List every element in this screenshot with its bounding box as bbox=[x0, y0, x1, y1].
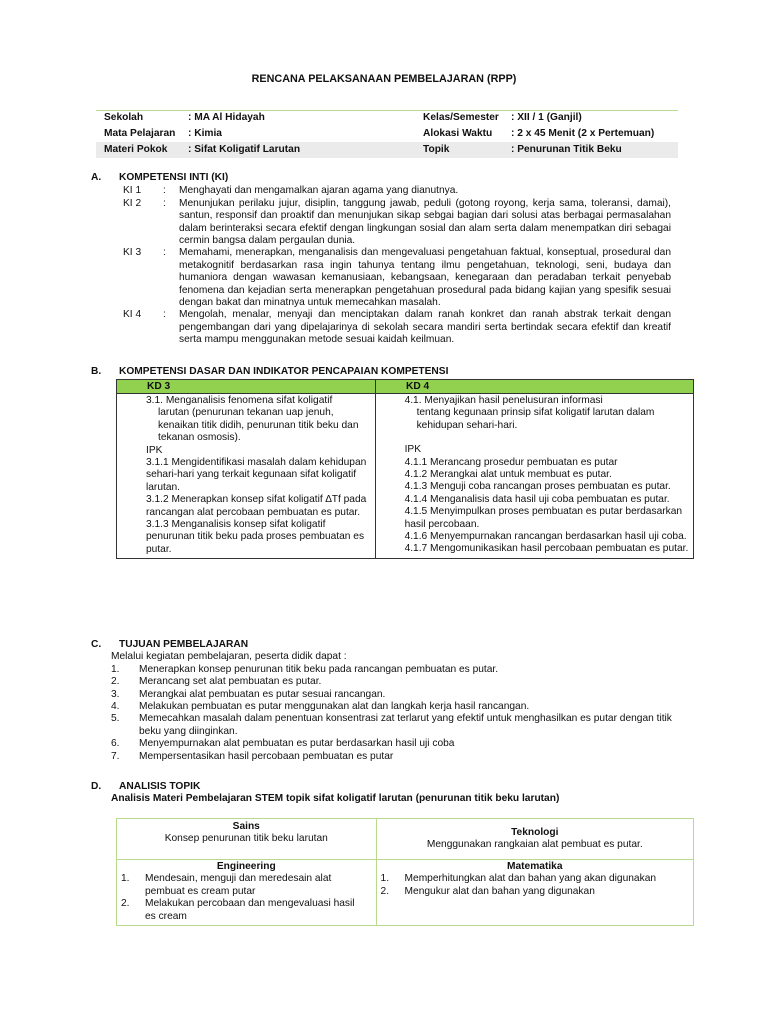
ki-number: KI 3 bbox=[123, 247, 142, 259]
objective-number: 7. bbox=[111, 750, 120, 762]
kd4-header: KD 4 bbox=[406, 381, 430, 392]
ki-number: KI 2 bbox=[123, 197, 142, 209]
identity-value: : MA Al Hidayah bbox=[188, 112, 265, 124]
objective-item bbox=[111, 751, 691, 763]
list-text: Mengukur alat dan bahan yang digunakan bbox=[404, 885, 595, 897]
stem-cell-title: Teknologi bbox=[511, 827, 559, 838]
identity-value: : 2 x 45 Menit (2 x Pertemuan) bbox=[511, 127, 655, 139]
objective-number: 3. bbox=[111, 688, 120, 700]
section-subheading: Analisis Materi Pembelajaran STEM topik sifat koligatif larutan (penurunan titik beku larutan) bbox=[111, 793, 560, 805]
kd4-indicator: 4.1.1 Merancang prosedur pembuatan es putar bbox=[404, 456, 618, 468]
identity-label: Topik bbox=[423, 143, 450, 155]
section-b-heading bbox=[91, 366, 448, 378]
identity-value: : Sifat Koligatif Larutan bbox=[188, 143, 301, 155]
kd4-main: 4.1. Menyajikan hasil penelusuran informasi bbox=[404, 395, 603, 406]
identity-label: Sekolah bbox=[104, 112, 144, 124]
kd4-main-cont: tentang kegunaan prinsip sifat koligatif larutan dalam kehidupan sehari-hari. bbox=[416, 407, 655, 431]
stem-cell-title: Sains bbox=[232, 821, 260, 832]
kd4-indicator: 4.1.2 Merangkai alat untuk membuat es putar. bbox=[404, 469, 612, 481]
list-item bbox=[117, 873, 376, 898]
section-title: ANALISIS TOPIK bbox=[119, 781, 201, 792]
identity-label: Materi Pokok bbox=[104, 143, 168, 155]
kd3-indicator: 3.1.2 Menerapkan konsep sifat koligatif ∆Tf pada rancangan alat percobaan pembuatan es putar. bbox=[146, 494, 367, 518]
identity-row bbox=[96, 110, 678, 126]
section-d bbox=[91, 781, 691, 806]
ki-text: Menghayati dan mengamalkan ajaran agama yang dianutnya. bbox=[179, 185, 459, 197]
objective-number: 2. bbox=[111, 676, 120, 688]
section-letter: D. bbox=[91, 781, 102, 792]
kd3-ipk-label: IPK bbox=[146, 444, 163, 456]
objective-number: 6. bbox=[111, 738, 120, 750]
identity-row bbox=[96, 126, 678, 142]
ki-text: Memahami, menerapkan, menganalisis dan mengevaluasi pengetahuan faktual, konseptual, prosedural dan metakognitif berdasarkan rasa ingin tahunya tentang ilmu pengetahuan, teknologi, seni, budaya dan humaniora dengan wawasan kemanusiaan, kebangsaan, kenegaraan dan peradaban terkait penyebab fenomena dan kejadian serta menerapkan pengetahuan prosedural pada bidang kajian yang spesifik sesuai dengan bakat dan minatnya untuk memecahkan masalah. bbox=[179, 247, 671, 309]
stem-cell-engineering bbox=[117, 860, 376, 925]
objective-text: Melakukan pembuatan es putar menggunakan alat dan langkah kerja hasil rancangan. bbox=[139, 701, 530, 713]
kd4-indicator: 4.1.7 Mengomunikasikan hasil percobaan pembuatan es putar. bbox=[404, 543, 689, 555]
stem-cell-teknologi bbox=[376, 819, 693, 859]
section-heading bbox=[91, 639, 691, 651]
identity-label: Mata Pelajaran bbox=[104, 127, 176, 139]
kd3-main-cont: larutan (penurunan tekanan uap jenuh, kenaikan titik didih, penurunan titik beku dan tekanan osmosis). bbox=[158, 407, 359, 444]
list-number: 2. bbox=[121, 898, 130, 910]
stem-cell-text: Menggunakan rangkaian alat pembuat es putar. bbox=[426, 839, 643, 851]
stem-cell-title: Engineering bbox=[216, 861, 276, 872]
ki-item bbox=[123, 247, 691, 309]
section-c bbox=[91, 639, 691, 763]
stem-row bbox=[117, 859, 693, 925]
page-title: RENCANA PELAKSANAAN PEMBELAJARAN (RPP) bbox=[251, 73, 517, 85]
stem-cell-matematika bbox=[376, 860, 693, 925]
list-item bbox=[117, 898, 376, 923]
ki-text: Mengolah, menalar, menyaji dan menciptakan dalam ranah konkret dan ranah abstrak terkait dengan pengembangan dari yang dipelajarinya di sekolah secara mandiri serta bertindak secara efektif dan kreatif serta mampu menggunakan metode sesuai kaidah keilmuan. bbox=[179, 309, 671, 346]
stem-cell-sains bbox=[117, 819, 376, 859]
kd4-indicator: 4.1.4 Menganalisis data hasil uji coba pembuatan es putar. bbox=[404, 493, 670, 505]
kd3-main: 3.1. Menganalisis fenomena sifat koligatif bbox=[146, 395, 333, 406]
section-heading bbox=[91, 172, 691, 184]
section-letter: A. bbox=[91, 172, 102, 183]
objective-item bbox=[111, 664, 691, 676]
objective-intro: Melalui kegiatan pembelajaran, peserta didik dapat : bbox=[111, 651, 347, 663]
ki-item bbox=[123, 309, 691, 346]
objective-item bbox=[111, 738, 691, 750]
section-letter: B. bbox=[91, 366, 102, 377]
objective-number: 4. bbox=[111, 701, 120, 713]
kd-header-row bbox=[117, 380, 693, 394]
section-title: KOMPETENSI INTI (KI) bbox=[119, 172, 229, 183]
objective-text: Memecahkan masalah dalam penentuan konsentrasi zat terlarut yang efektif untuk menghasilkan es putar dengan titik beku yang diinginkan. bbox=[139, 713, 672, 737]
list-text: Melakukan percobaan dan mengevaluasi hasil es cream bbox=[145, 898, 355, 922]
ki-colon: : bbox=[163, 247, 166, 259]
list-number: 2. bbox=[380, 885, 390, 897]
objective-number: 1. bbox=[111, 663, 120, 675]
objective-text: Merancang set alat pembuatan es putar. bbox=[139, 676, 322, 688]
stem-row bbox=[117, 819, 693, 859]
list-text: Mendesain, menguji dan meredesain alat pembuat es cream putar bbox=[145, 873, 332, 897]
objective-item bbox=[111, 701, 691, 713]
section-title: KOMPETENSI DASAR DAN INDIKATOR PENCAPAIAN KOMPETENSI bbox=[119, 366, 449, 377]
identity-table bbox=[96, 110, 678, 158]
list-number: 1. bbox=[380, 873, 390, 885]
list-number: 1. bbox=[121, 873, 130, 885]
ki-text: Menunjukan perilaku jujur, disiplin, tanggung jawab, peduli (gotong royong, kerja sama, toleransi, damai), santun, responsif dan proaktif dan menunjukan sikap sebgai bagian dari solusi atas berbagai permasalahan dalam berinteraksi secara efektif dengan lingkungan sosial dan alam serta dalam menempatkan diri sebagai cermin bangsa dalam pergaulan dunia. bbox=[179, 197, 671, 247]
objective-text: Menyempurnakan alat pembuatan es putar berdasarkan hasil uji coba bbox=[139, 738, 455, 750]
ki-colon: : bbox=[163, 197, 166, 209]
objective-item bbox=[111, 676, 691, 688]
objective-text: Mempersentasikan hasil percobaan pembuatan es putar bbox=[139, 750, 394, 762]
identity-value: : XII / 1 (Ganjil) bbox=[511, 112, 582, 124]
identity-row bbox=[96, 142, 678, 158]
kd-body-row bbox=[117, 394, 693, 558]
ki-item bbox=[123, 198, 691, 248]
kd3-indicator: 3.1.1 Mengidentifikasi masalah dalam kehidupan sehari-hari yang terkait kegunaan sifat koligatif larutan. bbox=[146, 457, 367, 493]
section-heading bbox=[91, 781, 691, 793]
list-text: Memperhitungkan alat dan bahan yang akan digunakan bbox=[404, 873, 657, 885]
kd4-column bbox=[376, 394, 693, 558]
ki-number: KI 4 bbox=[123, 309, 142, 321]
identity-label: Kelas/Semester bbox=[423, 112, 499, 124]
objective-item bbox=[111, 713, 691, 738]
ki-colon: : bbox=[163, 185, 166, 197]
ki-number: KI 1 bbox=[123, 185, 142, 197]
identity-value: : Penurunan Titik Beku bbox=[511, 143, 622, 155]
kd-table bbox=[116, 379, 694, 559]
objective-number: 5. bbox=[111, 713, 120, 725]
list-item bbox=[377, 886, 693, 898]
objective-item bbox=[111, 689, 691, 701]
kd4-indicator: 4.1.6 Menyempurnakan rancangan berdasarkan hasil uji coba. bbox=[404, 531, 687, 543]
section-title: TUJUAN PEMBELAJARAN bbox=[119, 639, 249, 650]
ki-item bbox=[123, 185, 691, 197]
kd4-indicator: 4.1.3 Menguji coba rancangan proses pembuatan es putar. bbox=[404, 481, 671, 493]
kd3-indicator: 3.1.3 Menganalisis konsep sifat koligatif penurunan titik beku pada proses pembuatan es putar. bbox=[146, 519, 365, 555]
stem-table bbox=[116, 818, 694, 926]
objective-text: Menerapkan konsep penurunan titik beku pada rancangan pembuatan es putar. bbox=[139, 663, 499, 675]
list-item bbox=[377, 873, 693, 885]
section-a bbox=[91, 172, 691, 347]
kd4-ipk-label: IPK bbox=[404, 444, 421, 456]
ki-colon: : bbox=[163, 309, 166, 321]
objective-text: Merangkai alat pembuatan es putar sesuai rancangan. bbox=[139, 688, 386, 700]
kd3-header: KD 3 bbox=[117, 380, 376, 393]
kd4-indicator: 4.1.5 Menyimpulkan proses pembuatan es putar berdasarkan hasil percobaan. bbox=[404, 506, 683, 530]
section-letter: C. bbox=[91, 639, 102, 650]
stem-cell-text: Konsep penurunan titik beku larutan bbox=[164, 833, 328, 845]
stem-cell-title: Matematika bbox=[507, 861, 563, 872]
identity-value: : Kimia bbox=[188, 127, 222, 139]
kd3-column bbox=[117, 394, 376, 558]
identity-label: Alokasi Waktu bbox=[423, 127, 493, 139]
